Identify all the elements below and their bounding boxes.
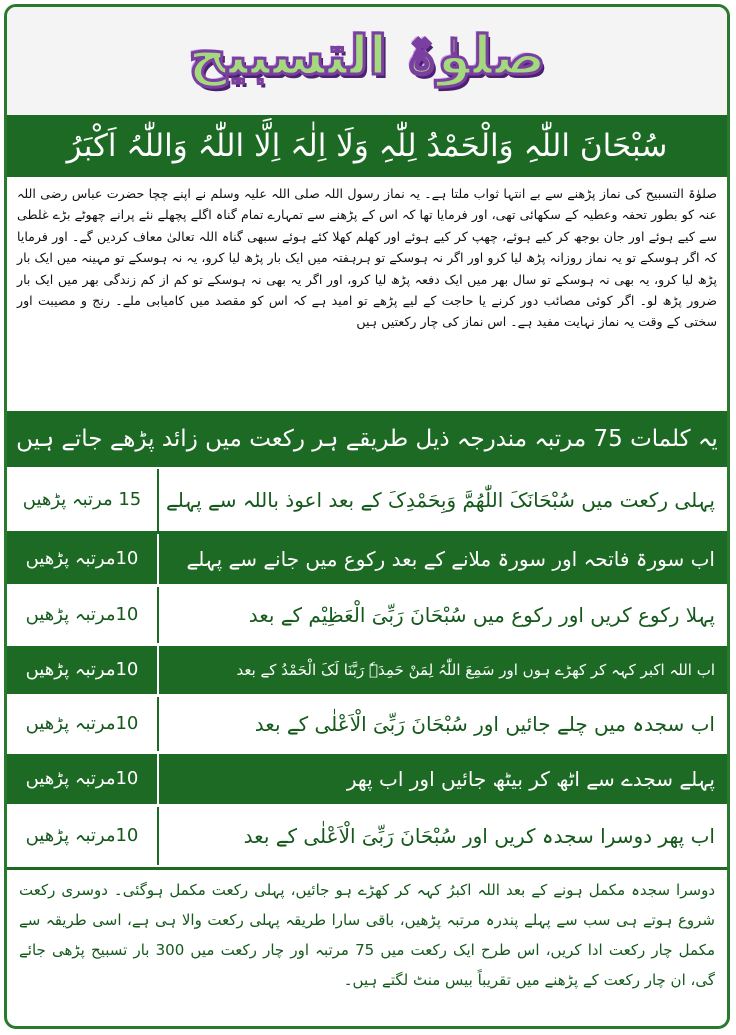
step-row: [7, 807, 727, 865]
step-row: [7, 646, 727, 694]
step-row: [7, 534, 727, 584]
step-row: [7, 469, 727, 531]
step-text: پہلا رکوع کریں اور رکوع میں سُبْحَانَ رَبِّیَ الْعَظِیْم کے بعد: [248, 603, 715, 627]
step-row: [7, 754, 727, 804]
step-text: اب پھر دوسرا سجدہ کریں اور سُبْحَانَ رَبِّیَ الْاَعْلٰی کے بعد: [243, 824, 715, 848]
step-count: 10مرتبہ پڑھیں: [7, 807, 159, 865]
step-count: 15 مرتبہ پڑھیں: [7, 469, 159, 531]
step-count: 10مرتبہ پڑھیں: [7, 697, 159, 751]
step-text: اب اللہ اکبر کہہ کر کھڑے ہوں اور سَمِعَ اللّٰہُ لِمَنْ حَمِدَہٗ رَبَّنَا لَکَ الْحَمْدُ کے بعد: [236, 661, 715, 679]
tasbih-kalima: سُبْحَانَ اللّٰہِ وَالْحَمْدُ لِلّٰہِ وَلَا اِلٰہَ اِلَّا اللّٰہُ وَاللّٰہُ اَکْبَرُ: [7, 115, 727, 177]
step-count: 10مرتبہ پڑھیں: [7, 646, 159, 694]
step-text: اب سجدہ میں چلے جائیں اور سُبْحَانَ رَبِّیَ الْاَعْلٰی کے بعد: [254, 712, 715, 736]
step-count: 10مرتبہ پڑھیں: [7, 754, 159, 804]
step-text: اب سورۃ فاتحہ اور سورۃ ملانے کے بعد رکوع میں جانے سے پہلے: [186, 547, 715, 571]
instruction-heading: یہ کلمات 75 مرتبہ مندرجہ ذیل طریقے ہر رکعت میں زائد پڑھے جاتے ہیں: [7, 411, 727, 467]
row-divider: [7, 867, 727, 870]
intro-paragraph: صلوٰۃ التسبیح کی نماز پڑھنے سے بے انتہا ثواب ملتا ہے۔ یہ نماز رسول اللہ صلی اللہ علیہ وسلم نے اپنے چچا حضرت عباس رضی اللہ عنہ کو بطور تحفہ وعطیہ کے سکھائی تھی، اور فرمایا تھا کہ اس کے پڑھنے سے تمہارے تمام گناہ اگلے پچھلے نئے پرانے چھوٹے بڑے غلطی سے کیے ہوئے اور جان بوجھ کر کیے ہوئے، چھپ کر کیے ہوئے اور کھلم کھلا کئے ہوئے سبھی گناہ اللہ تعالیٰ معاف کردیں گے۔ اور فرمایا کہ اگر ہوسکے تو یہ نماز روزانہ پڑھ لیا کرو اور اگر نہ ہوسکے تو ہرہفتہ میں ایک بار پڑھ لیا کرو، یہ نہ ہوسکے تو مہینہ میں ایک بار پڑھ لیا کرو، یہ بھی نہ ہوسکے تو سال بھر میں ایک دفعہ پڑھ لیا کرو، اور اگر یہ بھی نہ ہوسکے تو کم از کم زندگی بھر میں ایک بار ضرور پڑھ لو۔ اگر کوئی مصائب دور کرنے یا حاجت کے لیے پڑھے تو امید ہے کہ اس کو مقصد میں کامیابی ملے۔ رنج و مصیبت اور سختی کے وقت یہ نماز نہایت مفید ہے۔ اس نماز کی چار رکعتیں ہیں: [17, 186, 717, 330]
step-row: [7, 587, 727, 643]
step-count: 10مرتبہ پڑھیں: [7, 534, 159, 584]
title-banner: [7, 7, 727, 115]
step-count: 10مرتبہ پڑھیں: [7, 587, 159, 643]
step-text: پہلے سجدے سے اٹھ کر بیٹھ جائیں اور اب پھر: [346, 767, 715, 791]
page-frame: [4, 4, 730, 1029]
page-title: صلوٰۃ التسبیح: [188, 24, 546, 87]
step-text: پہلی رکعت میں سُبْحَانَکَ اللّٰھُمَّ وَبِحَمْدِکَ کے بعد اعوذ باللہ سے پہلے: [166, 488, 715, 512]
step-row: [7, 697, 727, 751]
footer-note: دوسرا سجدہ مکمل ہونے کے بعد اللہ اکبرُ کہہ کر کھڑے ہو جائیں، پہلی رکعت مکمل ہوگئی۔ دوسری رکعت شروع ہوتے ہی سب سے پہلے پندرہ مرتبہ پڑھیں، باقی سارا طریقہ پہلی رکعت والا ہی ہے، اسی طریقہ سے مکمل چار رکعت ادا کریں، اس طرح ایک رکعت میں 75 مرتبہ اور چار رکعت میں 300 بار تسبیح پڑھی جائے گی، ان چار رکعت کے پڑھنے میں تقریباً بیس منٹ لگتے ہیں۔: [19, 881, 716, 989]
